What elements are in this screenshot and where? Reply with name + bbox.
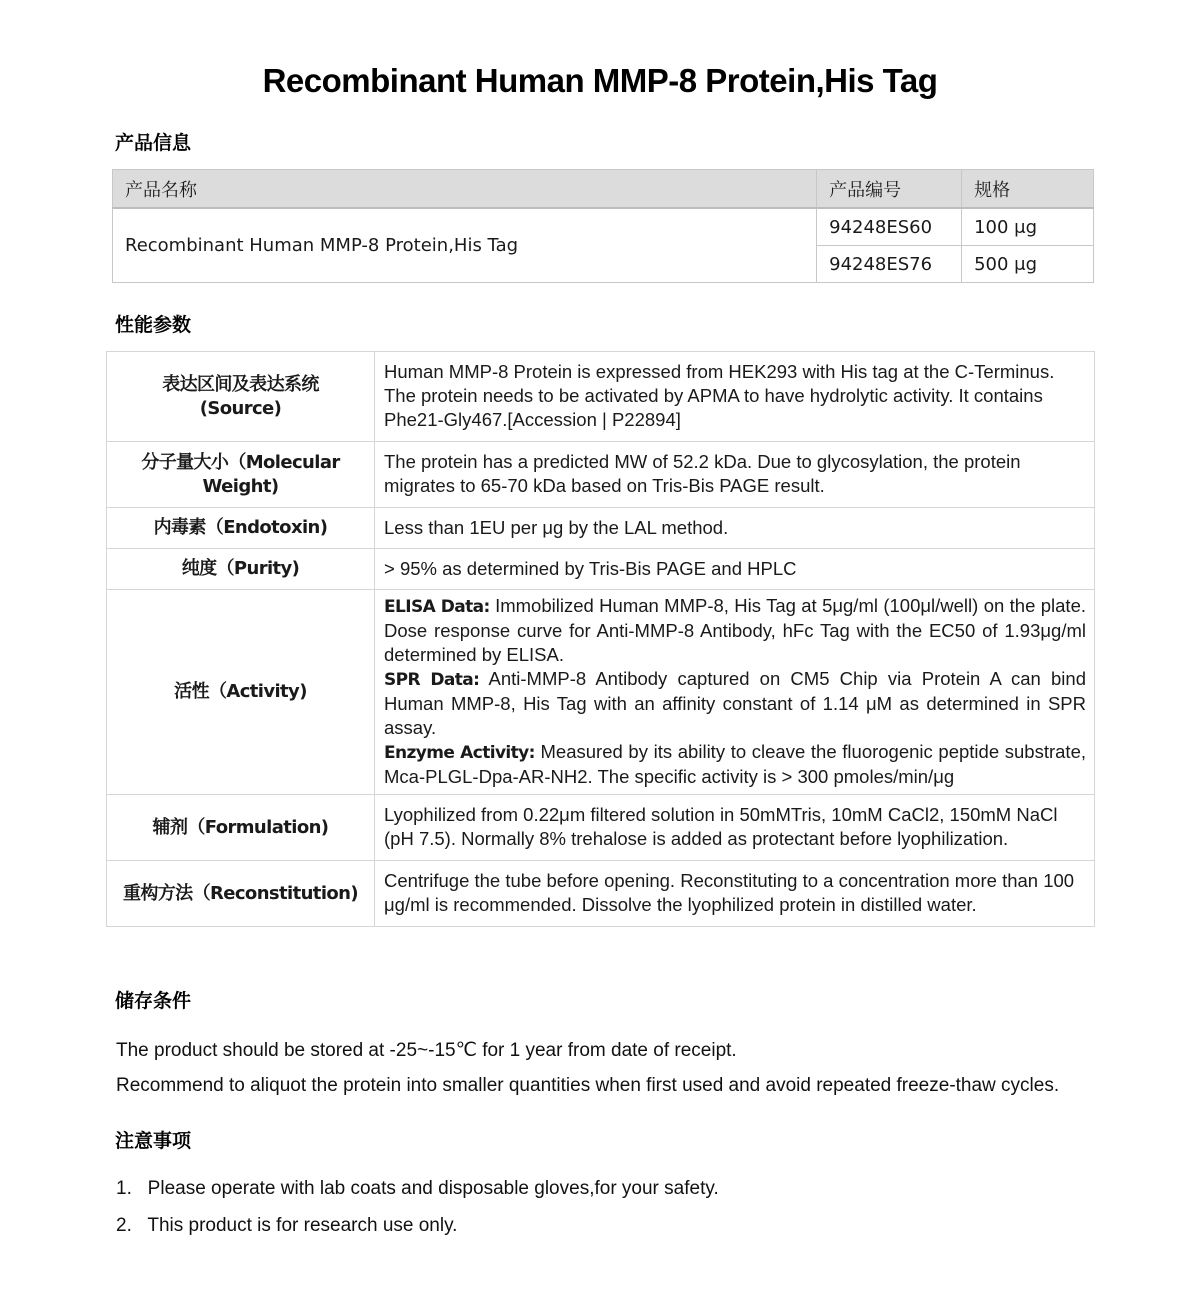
enzyme-activity-text: Measured by its ability to cleave the fluorogenic peptide substrate, Mca-PLGL-Dpa-AR-NH2. The specific activity is > 300 pmoles/min/μg	[384, 741, 1087, 787]
table-row	[107, 352, 1095, 442]
purity-value: > 95% as determined by Tris-Bis PAGE and HPLC	[375, 549, 1095, 590]
reconstitution-value: Centrifuge the tube before opening. Reconstituting to a concentration more than 100 μg/ml is recommended. Dissolve the lyophilized protein in distilled water.	[375, 861, 1095, 927]
header-size: 规格	[962, 170, 1094, 209]
section-heading-product-info: 产品信息	[115, 132, 192, 154]
enzyme-activity-label: Enzyme Activity:	[384, 743, 535, 763]
molecular-weight-value: The protein has a predicted MW of 52.2 kDa. Due to glycosylation, the protein migrates to 65-70 kDa based on Tris-Bis PAGE result.	[375, 442, 1095, 508]
product-code-cell: 94248ES76	[817, 246, 962, 283]
header-product-code: 产品编号	[817, 170, 962, 209]
molecular-weight-key: 分子量大小（Molecular Weight)	[107, 442, 375, 508]
note-item-1: 1. Please operate with lab coats and disposable gloves,for your safety.	[116, 1178, 719, 1199]
section-heading-performance: 性能参数	[115, 314, 192, 336]
table-row	[113, 208, 1094, 246]
table-row	[107, 508, 1095, 549]
header-product-name: 产品名称	[113, 170, 817, 209]
page-title: Recombinant Human MMP-8 Protein,His Tag	[262, 62, 938, 99]
section-heading-notes: 注意事项	[115, 1130, 192, 1152]
spr-text: Anti-MMP-8 Antibody captured on CM5 Chip via Protein A can bind Human MMP-8, His Tag with an affinity constant of 1.14 μM as determined in SPR assay.	[384, 668, 1086, 738]
product-code-cell: 94248ES60	[817, 208, 962, 246]
reconstitution-key: 重构方法（Reconstitution)	[107, 861, 375, 927]
product-info-table	[112, 169, 1094, 283]
section-heading-storage: 储存条件	[115, 990, 192, 1012]
table-row	[107, 590, 1095, 795]
spr-label: SPR Data:	[384, 670, 480, 690]
note-item-2: 2. This product is for research use only.	[116, 1215, 458, 1236]
table-row	[107, 861, 1095, 927]
table-row	[107, 549, 1095, 590]
formulation-key: 辅剂（Formulation)	[107, 795, 375, 861]
elisa-label: ELISA Data:	[384, 597, 490, 617]
formulation-value: Lyophilized from 0.22μm filtered solution in 50mMTris, 10mM CaCl2, 150mM NaCl (pH 7.5). Normally 8% trehalose is added as protectant before lyophilization.	[375, 795, 1095, 861]
activity-key: 活性（Activity)	[107, 590, 375, 795]
table-row	[107, 795, 1095, 861]
source-key: 表达区间及表达系统 (Source)	[107, 352, 375, 442]
elisa-text: Immobilized Human MMP-8, His Tag at 5μg/ml (100μl/well) on the plate. Dose response curve for Anti-MMP-8 Antibody, hFc Tag with the EC50 of 1.93μg/ml determined by ELISA.	[384, 595, 1086, 665]
purity-key: 纯度（Purity)	[107, 549, 375, 590]
source-value: Human MMP-8 Protein is expressed from HEK293 with His tag at the C-Terminus. The protein needs to be activated by APMA to have hydrolytic activity. It contains Phe21-Gly467.[Accession | P22894]	[375, 352, 1095, 442]
table-row	[107, 442, 1095, 508]
performance-table	[106, 351, 1095, 927]
size-cell: 100 μg	[962, 208, 1094, 246]
size-cell: 500 μg	[962, 246, 1094, 283]
activity-value	[375, 590, 1095, 795]
storage-line-2: Recommend to aliquot the protein into smaller quantities when first used and avoid repeated freeze-thaw cycles.	[116, 1075, 1060, 1096]
endotoxin-value: Less than 1EU per μg by the LAL method.	[375, 508, 1095, 549]
endotoxin-key: 内毒素（Endotoxin)	[107, 508, 375, 549]
product-name-cell: Recombinant Human MMP-8 Protein,His Tag	[113, 208, 817, 283]
table-header-row	[113, 170, 1094, 209]
storage-line-1: The product should be stored at -25~-15℃ for 1 year from date of receipt.	[116, 1040, 737, 1061]
